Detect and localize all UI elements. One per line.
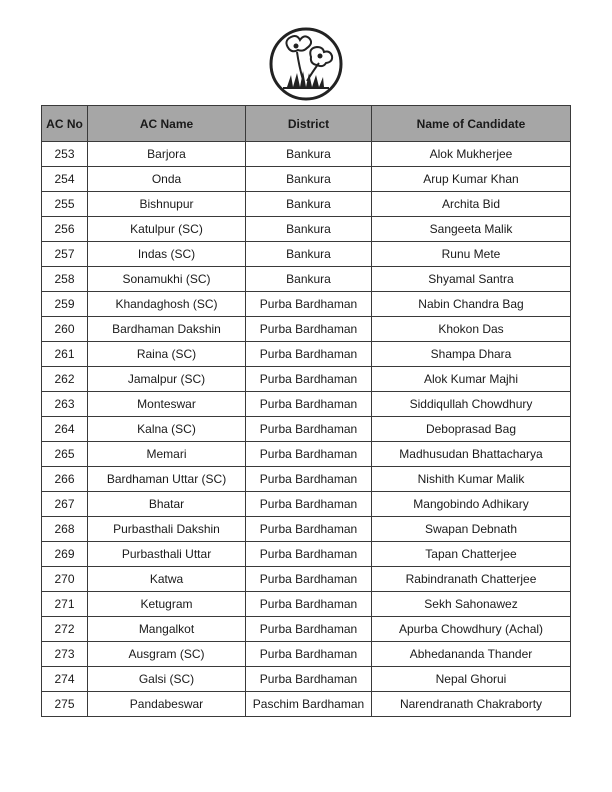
cell-ac-no: 257 <box>42 242 88 267</box>
cell-candidate: Nishith Kumar Malik <box>372 467 571 492</box>
cell-district: Bankura <box>246 192 372 217</box>
cell-ac-name: Katulpur (SC) <box>88 217 246 242</box>
cell-district: Purba Bardhaman <box>246 417 372 442</box>
header-ac-no: AC No <box>42 106 88 142</box>
cell-district: Purba Bardhaman <box>246 317 372 342</box>
candidates-table <box>41 105 571 717</box>
table-header-row <box>42 106 571 142</box>
cell-ac-name: Galsi (SC) <box>88 667 246 692</box>
cell-ac-name: Purbasthali Dakshin <box>88 517 246 542</box>
table-row <box>42 667 571 692</box>
cell-district: Purba Bardhaman <box>246 592 372 617</box>
cell-candidate: Siddiqullah Chowdhury <box>372 392 571 417</box>
table-row <box>42 492 571 517</box>
table-row <box>42 367 571 392</box>
cell-district: Paschim Bardhaman <box>246 692 372 717</box>
cell-candidate: Tapan Chatterjee <box>372 542 571 567</box>
table-body <box>42 142 571 717</box>
cell-ac-no: 273 <box>42 642 88 667</box>
table-row <box>42 417 571 442</box>
table-row <box>42 267 571 292</box>
cell-ac-no: 254 <box>42 167 88 192</box>
table-row <box>42 342 571 367</box>
cell-ac-name: Monteswar <box>88 392 246 417</box>
cell-ac-no: 262 <box>42 367 88 392</box>
table-row <box>42 642 571 667</box>
cell-district: Purba Bardhaman <box>246 667 372 692</box>
cell-ac-name: Sonamukhi (SC) <box>88 267 246 292</box>
table-row <box>42 192 571 217</box>
cell-candidate: Archita Bid <box>372 192 571 217</box>
cell-ac-name: Bardhaman Dakshin <box>88 317 246 342</box>
cell-candidate: Swapan Debnath <box>372 517 571 542</box>
cell-candidate: Khokon Das <box>372 317 571 342</box>
cell-ac-no: 261 <box>42 342 88 367</box>
cell-ac-name: Bishnupur <box>88 192 246 217</box>
cell-district: Bankura <box>246 142 372 167</box>
cell-ac-name: Raina (SC) <box>88 342 246 367</box>
table-row <box>42 617 571 642</box>
cell-district: Purba Bardhaman <box>246 367 372 392</box>
cell-ac-name: Barjora <box>88 142 246 167</box>
cell-ac-no: 256 <box>42 217 88 242</box>
header-candidate: Name of Candidate <box>372 106 571 142</box>
table-row <box>42 692 571 717</box>
cell-district: Bankura <box>246 267 372 292</box>
table-row <box>42 567 571 592</box>
header-district: District <box>246 106 372 142</box>
cell-candidate: Shyamal Santra <box>372 267 571 292</box>
cell-district: Bankura <box>246 217 372 242</box>
cell-candidate: Madhusudan Bhattacharya <box>372 442 571 467</box>
table-row <box>42 542 571 567</box>
cell-ac-no: 267 <box>42 492 88 517</box>
cell-candidate: Sekh Sahonawez <box>372 592 571 617</box>
table-row <box>42 292 571 317</box>
cell-ac-no: 271 <box>42 592 88 617</box>
cell-ac-no: 272 <box>42 617 88 642</box>
cell-ac-name: Pandabeswar <box>88 692 246 717</box>
cell-ac-name: Bardhaman Uttar (SC) <box>88 467 246 492</box>
cell-ac-name: Bhatar <box>88 492 246 517</box>
cell-candidate: Rabindranath Chatterjee <box>372 567 571 592</box>
cell-ac-name: Katwa <box>88 567 246 592</box>
cell-candidate: Deboprasad Bag <box>372 417 571 442</box>
cell-district: Purba Bardhaman <box>246 442 372 467</box>
cell-district: Purba Bardhaman <box>246 517 372 542</box>
cell-ac-name: Mangalkot <box>88 617 246 642</box>
cell-ac-no: 265 <box>42 442 88 467</box>
cell-district: Purba Bardhaman <box>246 292 372 317</box>
cell-candidate: Abhedananda Thander <box>372 642 571 667</box>
cell-candidate: Sangeeta Malik <box>372 217 571 242</box>
cell-candidate: Alok Kumar Majhi <box>372 367 571 392</box>
cell-ac-name: Ketugram <box>88 592 246 617</box>
cell-ac-name: Purbasthali Uttar <box>88 542 246 567</box>
cell-district: Purba Bardhaman <box>246 467 372 492</box>
cell-candidate: Narendranath Chakraborty <box>372 692 571 717</box>
cell-district: Purba Bardhaman <box>246 342 372 367</box>
cell-candidate: Nabin Chandra Bag <box>372 292 571 317</box>
cell-candidate: Alok Mukherjee <box>372 142 571 167</box>
cell-candidate: Apurba Chowdhury (Achal) <box>372 617 571 642</box>
cell-ac-name: Jamalpur (SC) <box>88 367 246 392</box>
cell-ac-no: 266 <box>42 467 88 492</box>
cell-ac-no: 260 <box>42 317 88 342</box>
table-row <box>42 167 571 192</box>
cell-ac-no: 253 <box>42 142 88 167</box>
cell-ac-name: Kalna (SC) <box>88 417 246 442</box>
cell-ac-no: 269 <box>42 542 88 567</box>
grass-flower-emblem-icon <box>269 27 343 101</box>
table-row <box>42 592 571 617</box>
cell-candidate: Shampa Dhara <box>372 342 571 367</box>
table-row <box>42 242 571 267</box>
cell-district: Purba Bardhaman <box>246 567 372 592</box>
cell-candidate: Arup Kumar Khan <box>372 167 571 192</box>
cell-district: Purba Bardhaman <box>246 392 372 417</box>
table-row <box>42 217 571 242</box>
cell-candidate: Runu Mete <box>372 242 571 267</box>
cell-ac-no: 258 <box>42 267 88 292</box>
cell-ac-name: Indas (SC) <box>88 242 246 267</box>
cell-ac-no: 274 <box>42 667 88 692</box>
cell-district: Purba Bardhaman <box>246 492 372 517</box>
cell-ac-no: 259 <box>42 292 88 317</box>
cell-ac-no: 255 <box>42 192 88 217</box>
cell-ac-no: 268 <box>42 517 88 542</box>
cell-ac-name: Khandaghosh (SC) <box>88 292 246 317</box>
cell-district: Purba Bardhaman <box>246 542 372 567</box>
cell-ac-name: Onda <box>88 167 246 192</box>
cell-candidate: Mangobindo Adhikary <box>372 492 571 517</box>
table-row <box>42 517 571 542</box>
cell-district: Bankura <box>246 167 372 192</box>
cell-district: Bankura <box>246 242 372 267</box>
table-row <box>42 142 571 167</box>
cell-district: Purba Bardhaman <box>246 617 372 642</box>
cell-ac-name: Ausgram (SC) <box>88 642 246 667</box>
cell-ac-name: Memari <box>88 442 246 467</box>
table-row <box>42 317 571 342</box>
header-ac-name: AC Name <box>88 106 246 142</box>
cell-district: Purba Bardhaman <box>246 642 372 667</box>
table-row <box>42 467 571 492</box>
cell-ac-no: 270 <box>42 567 88 592</box>
cell-ac-no: 264 <box>42 417 88 442</box>
cell-ac-no: 275 <box>42 692 88 717</box>
cell-ac-no: 263 <box>42 392 88 417</box>
table-row <box>42 442 571 467</box>
table-row <box>42 392 571 417</box>
cell-candidate: Nepal Ghorui <box>372 667 571 692</box>
